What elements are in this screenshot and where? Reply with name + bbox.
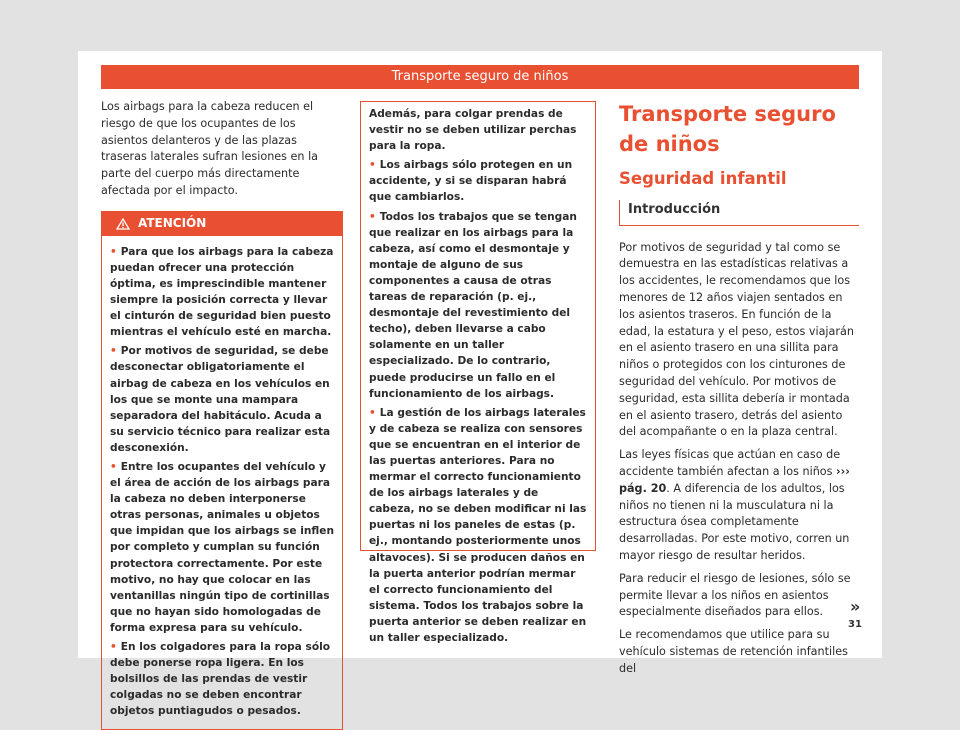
subsection-heading: Introducción	[619, 200, 859, 226]
continue-marker: »	[850, 597, 861, 616]
warning-header	[102, 212, 342, 236]
warning-title: ATENCIÓN	[138, 216, 207, 231]
warning-item: • Para que los airbags para la cabeza puedan ofrecer una protección óptima, es imprescindible mantener siempre la posición correcta y llevar el cinturón de seguridad bien puesto mientras el vehículo esté en marcha.	[110, 245, 334, 339]
column-right	[619, 101, 859, 684]
paragraph: Le recomendamos que utilice para su vehículo sistemas de retención infantiles del	[619, 628, 848, 675]
warning-box	[101, 211, 343, 730]
warning-item: • Por motivos de seguridad, se debe desconectar obligatoriamente el airbag de cabeza en los vehículos en los que se monte una mampara separadora del habitáculo. Acuda a su servicio técnico para realizar esta desconexión.	[110, 345, 331, 454]
section-title: Seguridad infantil	[619, 169, 787, 188]
manual-page	[78, 51, 882, 718]
warning-item: • En los colgadores para la ropa sólo debe ponerse ropa ligera. En los bolsillos de las prendas de vestir colgadas no se deben encontrar objetos puntiagudos o pesados.	[110, 641, 331, 718]
warning-item: • La gestión de los airbags laterales y de cabeza se realiza con sensores que se encuentran en el interior de las puertas anteriores. Para no mermar el correcto funcionamiento de los airbags laterales y de cabeza, no se deben modificar ni las puertas ni los paneles de estas (p. ej., montando posteriormente unos altavoces). Si se producen daños en la puerta anterior podrían mermar el correcto funcionamiento del sistema. Todos los trabajos sobre la puerta anterior se deben realizar en un taller especializado.	[369, 406, 587, 644]
warning-item: • Todos los trabajos que se tengan que realizar en los airbags para la cabeza, así como el desmontaje y montaje de alguno de sus componentes a causa de otras tareas de reparación (p. ej., desmontaje del revestimiento del techo), deben llevarse a cabo solamente en un taller especializado. De lo contrario, puede producirse un fallo en el funcionamiento de los airbags.	[369, 210, 577, 400]
chapter-title: Transporte seguro de niños	[619, 102, 836, 156]
warning-body	[102, 236, 342, 729]
paragraph: Para reducir el riesgo de lesiones, sólo se permite llevar a los niños en asientos especialmente diseñados para ellos.	[619, 571, 851, 619]
warning-triangle-icon	[116, 218, 130, 230]
column-left	[101, 99, 343, 730]
page-number: 31	[848, 619, 862, 630]
paragraph: Por motivos de seguridad y tal como se demuestra en las estadísticas relativas a los accidentes, le recomendamos que los menores de 12 años viajen sentados en los asientos traseros. En función de la edad, la estatura y el peso, estos viajarán en el asiento trasero en una sillita para niños o protegidos con los cinturones de seguridad del vehículo. Por motivos de seguridad, esta sillita debería ir montada en el asiento trasero, detrás del asiento del acompañante o en la plaza central.	[619, 240, 854, 439]
intro-paragraph: Los airbags para la cabeza reducen el riesgo de que los ocupantes de los asientos delanteros y de las plazas traseras laterales sufran lesiones en la parte del cuerpo más directamente afectada por el impacto.	[101, 100, 319, 197]
warning-continuation-box	[360, 101, 596, 644]
column-middle	[360, 101, 596, 644]
page-header: Transporte seguro de niños	[101, 65, 859, 89]
warning-item: • Los airbags sólo protegen en un accidente, y si se disparan habrá que cambiarlos.	[369, 159, 573, 204]
page-reference-link[interactable]: ››› pág. 20	[619, 464, 850, 495]
warning-lead: Además, para colgar prendas de vestir no se deben utilizar perchas para la ropa.	[369, 108, 577, 153]
warning-item: • Entre los ocupantes del vehículo y el área de acción de los airbags para la cabeza no deben interponerse otras personas, animales u objetos que impidan que los airbags se inflen por completo y cumplan su función protectora correctamente. Por este motivo, no hay que colocar en las ventanillas ningún tipo de cortinillas que no hayan sido homologadas de forma expresa para su vehículo.	[110, 461, 334, 634]
paragraph: Las leyes físicas que actúan en caso de accidente también afectan a los niños ››› pág. 20. A diferencia de los adultos, los niños no tienen ni la musculatura ni la estructura ósea completamente desarrolladas. Por este motivo, corren un mayor riesgo de resultar heridos.	[619, 448, 850, 562]
